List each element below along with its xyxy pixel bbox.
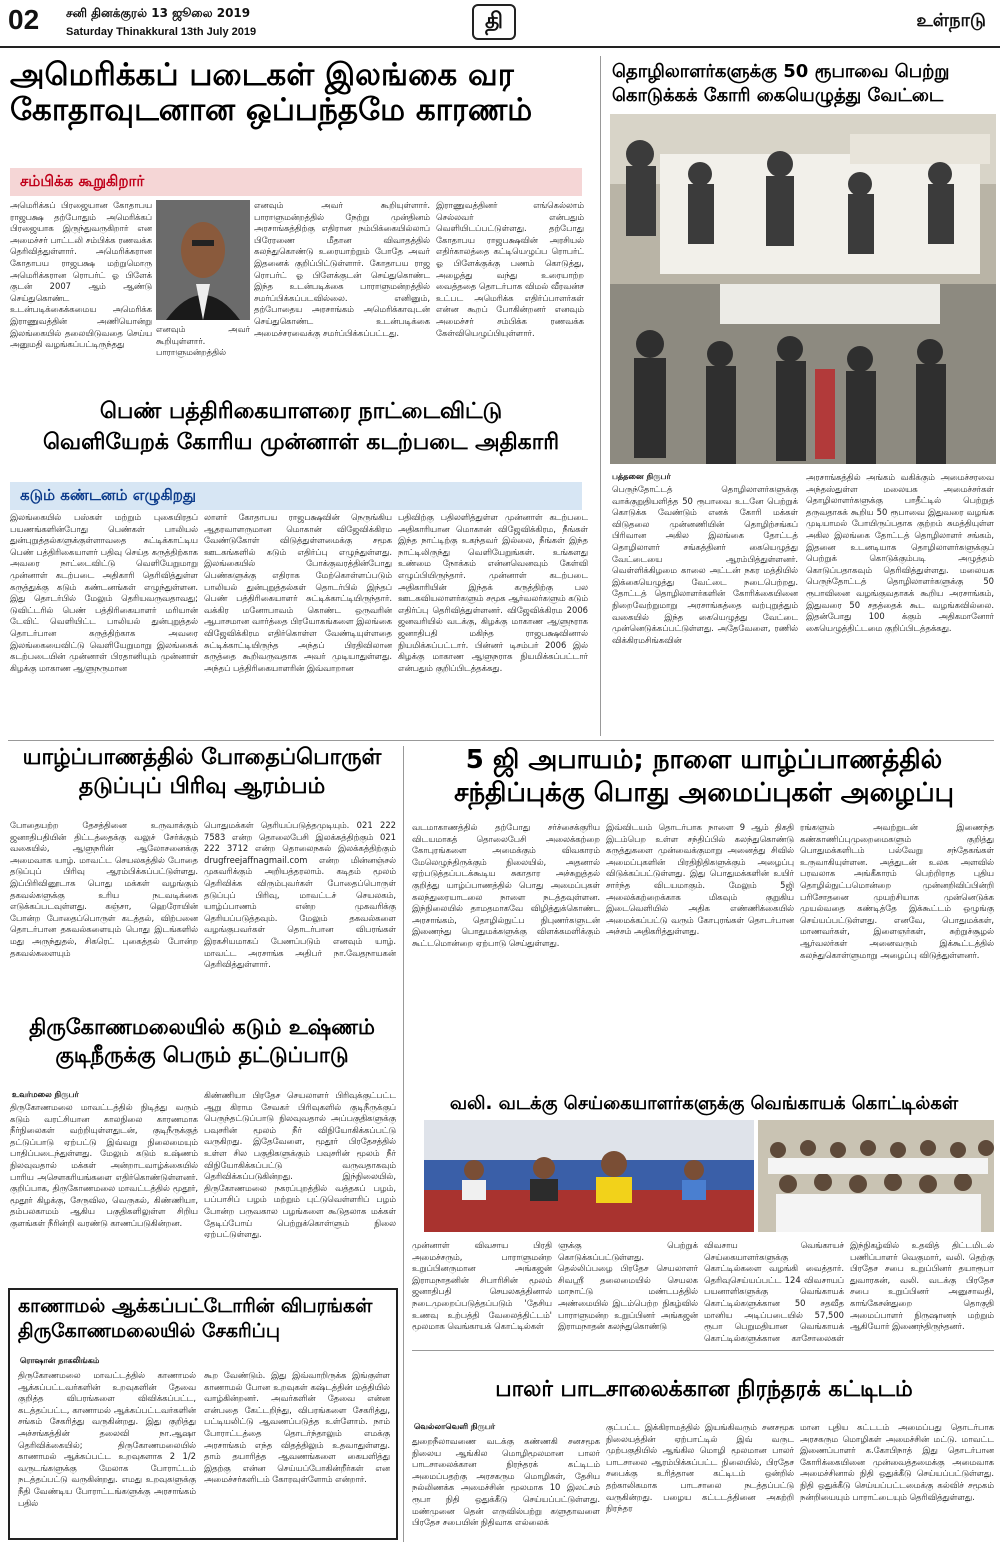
story8-headline [18,1296,390,1343]
story3-headline-line2: வெளியேறக் கோரிய முன்னாள் கடற்படை அதிகாரி [42,429,560,455]
press-conference-photo-icon [424,1120,754,1232]
story7-photo-right [758,1120,994,1232]
story4-headline [10,746,394,799]
story9-col3: மான புதிய கட்டடம் அமைப்பது தொடர்பாக அரசகரும மொழிகள் அமைச்சின் மட்டு. மாவட்ட இணைப்பாளர் க.கோபிநாத் இது தொடர்பான கோரிக்கையினை முன்வைத்தமைக்கு அமைவாக அமைச்சினால் நிதி ஒதுக்கீடு செய்யப்பட்டுள்ளது. நிதி ஒதுக்கீடு செய்யப்பட்டமைக்கு கல்விச் சமூகம் நன்றியையும் பாராட்டையும் தெரிவித்துள்ளது. [800,1422,994,1502]
story3-col2: லாளர் கோதாபய ராஜபக்ஷவின் நெருங்கிய ஆதரவாளருமான மொகான் விஜேவிக்கிரம வேண்டுகோள் விடுத்துள்ளமைக்கு சமூக ஊடகங்களில் கடும் எதிர்ப்பு எழுந்துள்ளது. இலங்கையில் போக்குவரத்தின்போது பெண்களுக்கு எதிராக மேற்கொள்ளப்படும் பாலியல் துன்புறுத்தல்கள் தொடர்பில் இந்தப் பெண் பத்திரிகையாளர் சுட்டிக்காட்டியிருந்தார். வக்கிர மனோபாவம் கொண்ட ஒருவரின் ஆபாசமான வார்த்தை பிரயோகங்களை இலங்கை விஜேவிக்கிரம எதிர்கொள்ள வேண்டியுள்ளதை சுட்டிக்காட்டியிருந்த அந்தப் பிரதிவிலான கருத்தை கூறிவருவதாக அவர் முடியாதுள்ளது. அந்தப் பத்திரிகையாளரின் இவ்வாறான [204,512,392,673]
story2-byline: பத்தனை நிருபர் [612,472,671,481]
page-number: 02 [8,4,40,35]
story4-headline-line1: யாழ்ப்பாணத்தில் போதைப்பொருள் [22,745,382,770]
story2-col1: பெருந்தோட்டத் தொழிலாளர்களுக்கு வாக்குறுதியளித்த 50 ரூபாவை உடனே பெற்றுக் கொடுக்க வேண்டும் எனக் கோரி மக்கள் விடுதலை முன்னணியின் தொழிற்சங்கப் பிரிவான அகில இலங்கை தோட்டத் தொழிலாளர் சங்கத்தினர் கையெழுத்து வேட்டையை ஆரம்பித்துள்ளனர். வெள்ளிக்கிழமை காலை அட்டன் நகர மத்தியில் இக்கையெழுத்து வேட்டை நடைபெற்றது. தோட்டத் தொழிலாளர்களின் கோரிக்கையினை நிறைவேற்றுமாறு அரசாங்கத்தை வற்புறுத்தும் வகையில் இந்த கையெழுத்து வேட்டை முன்னெடுக்கப்பட்டுள்ளது. அதேவேளை, ரணில் விக்கிரமசிங்கவின் [612,484,798,645]
story5-col3: ரங்களும் அவற்றுடன் இணைந்த கண்காணிப்புமுறைமைகளும் குறித்து பொதுமக்களிடம் பல்வேறு சந்தேகங்கள் உருவாகியுள்ளன. அத்துடன் உலக அளவில் பரவலாக அங்கீகாரம் பெற்றிராத புதிய தொழில்நுட்பமொன்றை முன்னறிவிப்பின்றி பரிசோதனை முயற்சியாக முன்னெடுக்க முயல்வதை கண்டித்தே இக்கூட்டம் ஒழுங்கு செய்யப்பட்டுள்ளது. எனவே, பொதுமக்கள், மாணவர்கள், இளைஞர்கள், சுற்றுச்சூழல் ஆர்வலர்கள் அனைவரும் இக்கூட்டத்தில் கலந்துகொள்ளுமாறு அழைப்பு விடுத்துள்ளனர். [800,822,994,960]
story9-col1: துறைநீலாவணை வடக்கு கண்ணகி சனசமூக நிலைய ஆங்கில மொழிமூலமான பாலர் பாடசாலைக்கான நிரந்தரக் கட்டிடம் அமைப்பதற்கு அரசகரும மொழிகள், தேசிய நல்லிணக்க அமைச்சின் மூலமாக 10 இலட்சம் ரூபா நிதி ஒதுக்கீடு செய்யப்பட்டுள்ளது. மண்முனை தென் எருவில்பற்று களுதாவளை பிரதேச சபையின் நிதிவாக எல்லைக் [412,1436,600,1528]
story2-photo [610,114,996,464]
story4-headline-line2: தடுப்புப் பிரிவு ஆரம்பம் [78,773,326,799]
story7-photo-left [424,1120,754,1232]
story7-headline: வலி. வடக்கு செய்கையாளர்களுக்கு வெங்காயக் கொட்டில்கள் [449,1093,959,1114]
signature-campaign-photo-icon [610,114,996,464]
story5-col2: இவ்விடயம் தொடர்பாக நாளை 9 ஆம் திகதி இடம்பெற உள்ள சந்திப்பில் கலந்துகொண்டு கருத்துகளை முன்வைக்குமாறு அனைத்து சிவில் அமைப்புகளின் பிரதிநிதிகளுக்கும் அழைப்பு விடுக்கப்பட்டுள்ளது. இது பொதுமக்களின் உயிர் சார்ந்த விடயமாகும். மேலும் 5ஜி அலைக்கற்றைக்காக மிகவும் குறுகிய இடைவெளியில் அதிக எண்ணிக்கையில் அமைக்கப்பட்டு வரும் கோபுரங்கள் தொடர்பான அச்சம் அதிகரித்துள்ளது. [606,822,794,937]
date-english: Saturday Thinakkural 13th July 2019 [66,26,257,38]
story2-col2: அரசாங்கத்தில் அங்கம் வகிக்கும் அமைச்சரவை அந்தஸ்துள்ள மலையக அமைச்சர்கள் தொழிலாளர்களுக்கு பாதீட்டில் பெற்றுத் தருவதாகக் கூறிய 50 ரூபாவை இதுவரை வழங்க முடியாமல் போயிருப்பதாக குற்றம் சுமத்தியுள்ள அகில இலங்கை தோட்டத் தொழிலாளர் சங்கம், இதனை உடனடியாக தொழிலாளர்களுக்குப் பெற்றுக் கொடுக்கும்படி அழுத்தம் கொடுப்பதாகவும் தெரிவித்துள்ளது. மலையக பெருந்தோட்டத் தொழிலாளர்களுக்கு 50 ரூபாவினை வழங்குவதாகக் கூறிய அரசாங்கம், இதுவரை 50 சதத்தைக் கூட வழங்கவில்லை. இதன்போது 100 க்கும் அதிகமானோர் கையெழுத்திட்டமை குறிப்பிடத்தக்கது. [806,472,994,633]
story9-col2: குட்பட்ட இக்கிராமத்தில் இயங்கிவரும் சனசமூக நிலையத்தின் ஏற்பாட்டில் இவ் வருட முற்பகுதியில் ஆங்கில மொழி மூலமான பாலர் பாடசாலை ஆரம்பிக்கப்பட்ட நிலையில், பிரதேச சபைக்கு உரித்தான கட்டிடம் ஒன்றில் தற்காலிகமாக பாடசாலை நடத்தப்பட்டு வருகின்றது. பழைய கட்டடத்தினை அகற்றி நிரந்தர [606,1422,794,1514]
date-tamil: சனி தினக்குரல் 13 ஜூலை 2019 [66,6,251,20]
story6-col2: கிண்ணியா பிரதேச செயலாளர் பிரிவுக்குட்பட்ட ஆறு கிராம சேவகர் பிரிவுகளில் குடிநீருக்குப் பெருந்தட்டுப்பாடு நிலவுவதால் அப்பகுதிகளுக்கு பவுசரின் மூலம் நீர் விநியோகிக்கப்பட்டு வருகிறது. இதேவேளை, மூதூர் பிரதேசத்தில் உள்ள சில பகுதிகளுக்கும் பவுசரின் மூலம் நீர் விநியோகிக்கப்பட்டு வருவதாகவும் தெரிவிக்கப்படுகின்றது. இந்நிலையில், திருகோணமலை நகரப்புறத்தில் வத்தகப் பழம், பப்பாசிப் பழம் மற்றும் புட்டுவெள்ளரிப் பழம் போன்ற பருவகால பழங்களை கூடுதலாக மக்கள் தேடிப்போய் பெற்றுக்கொள்ளும் நிலை ஏற்பட்டுள்ளது. [204,1090,396,1240]
story8-col2: கூற வேண்டும். இது இவ்வாறிருக்க இங்குள்ள காணாமல் போன உறவுகள் கஷ்டத்தின் மத்தியில் வாழ்கின்றனர். அவர்களின் தேவை என்ன என்பதை கேட்டறிந்து, விபரங்களை சேகரித்து, பட்டியலிட்டு ஆவணப்படுத்த உள்ளோம். நாம் போராட்டத்தை தொடர்ந்தாலும் எமக்கு அரசாங்கம் எந்த விதத்திலும் உதவாதுள்ளது. தாம் தயாரித்த ஆவணங்களை கையளித்து இதற்கு என்ன செய்யப்போகின்றீர்கள் என அமைச்சர்களிடம் கோரவுள்ளோம் என்றார். [204,1370,390,1485]
story1-col1: அமெரிக்கப் பிரஜையான கோதாபய ராஜபக்ஷ தற்போதும் அமெரிக்கப் பிரஜையாக இருந்துவருகிறார் என அமைச்சர் பாட்டலி சம்பிக்க ரணவக்க தெரிவித்துள்ளார். அமெரிக்கரான கோதாபய ராஜபக்ஷ மற்றுமொரு அமெரிக்கரான ரொபர்ட் ஓ பிளேக் குடன் 2007 ஆம் ஆண்டு செய்துகொண்ட உடன்படிக்கைக்கமைய அமெரிக்க இராணுவத்தின் அணியொன்று இலங்கையில் தலையிடுவதை செய்ய அனுமதி வழங்கப்பட்டிருந்தது [10,200,152,350]
column-divider [600,56,601,736]
story1-headline-line2: கோதாவுடனான ஒப்பந்தமே காரணம் [10,91,533,128]
story6-byline: உவர்மலை நிருபர் [12,1090,79,1099]
section-divider [412,1350,994,1351]
story1-photo [156,200,250,320]
story2-headline-line2: கொடுக்கக் கோரி கையெழுத்து வேட்டை [612,85,944,107]
story9-headline: பாலர் பாடசாலைக்கான நிரந்தரக் கட்டிடம் [495,1377,913,1402]
audience-photo-icon [758,1120,994,1232]
story1-col2: எனவும் அவர் கூறியுள்ளார். பாராளுமன்றத்தில் [156,324,250,358]
story6-headline [10,1016,394,1067]
story3-col3: பதிவிற்கு பதிலளித்துள்ள முன்னாள் கடற்படை அதிகாரியான மொகான் விஜேவிக்கிரம, நீங்கள் இந்த நாட்டிற்கு உகந்தவர் இல்லை, நீங்கள் இந்த நாட்டிலிருந்து வெளியேறுங்கள். உங்களது உண்மை நோக்கம் என்னவெனவும் கேள்வி எழுப்பியிருந்தார். முன்னாள் கடற்படை அதிகாரியின் இந்தக் கருத்திற்கு பல ஊடகவியலாளர்களும் சமூக ஆர்வலர்களும் கடும் எதிர்ப்பு தெரிவித்துள்ளனர். விஜேவிக்கிரம 2006 ஜனவரியில் வடக்கு, கிழக்கு மாகாண ஆளுநராக ஜனாதிபதி மகிந்த ராஜபக்ஷவினால் நியமிக்கப்பட்டார். பின்னர் டிசம்பர் 2006 இல் கிழக்கு மாகாண ஆளுநராக நியமிக்கப்பட்டார் என்பதும் குறிப்பிடத்தக்கது. [398,512,588,673]
story1-headline [10,58,590,127]
story7-col4: இந்நிகழ்வில் உதவித் திட்டமிடல் பணிப்பாளர் வெகுமார், வலி. தெற்கு பிரதேச சபை உறுப்பினர் தயாரூபா துவாரகன், வலி. வடக்கு பிரதேச சபை உறுப்பினர் அனுசாவதி, காங்கேசன்துறை தொகுதி அமைப்பாளர் நிருஷானந் மற்றும் ஆகியோர் இணைந்திருந்தனர். [850,1240,994,1332]
story5-headline [412,746,996,808]
story5-headline-line2: சந்திப்புக்கு பொது அமைப்புகள் அழைப்பு [454,778,954,809]
story6-headline-line2: குடிநீருக்கு பெரும் தட்டுப்பாடு [55,1042,349,1067]
story8-headline-line1: காணாமல் ஆக்கப்பட்டோரின் விபரங்கள் [18,1295,373,1317]
story4-col1: போதையற்ற தேசத்தினை உருவாக்கும் ஜனாதிபதியின் திட்டத்தைக்கு வலுச் சேர்க்கும் வகையில், ஆளுநரின் ஆலோசனைக்கு அமைவாக யாழ். மாவட்ட செயலகத்தில் போதை தடுப்புப் பிரிவு ஆரம்பிக்கப்பட்டுள்ளது. இப்பிரிவினூடாக பொது மக்கள் வழங்கும் தகவல்களுக்கு உரிய நடவடிக்கை எடுக்கப்படவுள்ளது. கஞ்சா, ஹெரோயின் போன்ற போதைப்பொருள் கடத்தல், விற்பனை தொடர்பான தகவல்களையும் பொது இடங்களில் மது அருந்துதல், சிகரெட் புகைத்தல் போன்ற தகவல்களையும் [10,820,198,958]
story8-headline-line2: திருகோணமலையில் சேகரிப்பு [18,1320,280,1343]
story3-headline [14,400,588,455]
story7-col3: விவசாய வெங்காயச் செய்கையாளர்களுக்கு கொட்டில்களை வழங்கி வைத்தார். தெரிவுசெய்யப்பட்ட 124 விவசாயப் பயனாளிகளுக்கு வெங்காயக் கொட்டில்களுக்கான 50 சதவீத மானிய அடிப்படையில் 57,500 ரூபா பெறுமதியான வெங்காயக் கொட்டில்களுக்கான காசோலைகள் [704,1240,844,1343]
story8-col1: திருகோணமலை மாவட்டத்தில் காணாமல் ஆக்கப்பட்டவர்களின் உறவுகளின் தேவை குறித்த விபரங்களை விவிக்கப்பட்ட, கடத்தப்பட்ட, காணாமல் ஆக்கப்பட்டவர்களின் சங்கம் சேகரித்து வருகின்றது. இது குறித்து அச்சங்கத்தின் தலைவி நா.ஆஷா தெரிவிக்கையில்; திருகோணமலையில் காணாமல் ஆக்கப்பட்ட உறவுகளாக 2 1/2 வருடங்களுக்கு மேலாக போராட்டம் நடத்தப்பட்டு வருகின்றது. எமது உறவுகளுக்கு நீதி வேண்டிய போராட்டங்களுக்கு அரசாங்கம் பதில் [18,1370,196,1508]
story9-byline: வெல்லாவெளி நிருபர் [414,1422,496,1431]
column-divider [403,746,404,1542]
story1-headline-line1: அமெரிக்கப் படைகள் இலங்கை வர [10,57,514,93]
story6-headline-line1: திருகோணமலையில் கடும் உஷ்ணம் [29,1015,375,1039]
story5-headline-line1: 5 ஜி அபாயம்; நாளை யாழ்ப்பாணத்தில் [465,745,943,775]
newspaper-logo-icon: தி [472,4,516,40]
story2-headline-line1: தொழிலாளர்களுக்கு 50 ரூபாவை பெற்று [612,61,950,82]
story1-col3: இராணுவத்தினர் எங்கெல்லாம் செல்லவர் என்பதும் வெளியிடப்பட்டுள்ளது. தற்போது கோதாபய ராஜபக்ஷவின் அரசியல் எதிர்காலத்தை கட்டியெழுப்ப ரொபர்ட் ஓ பிளேக்குக்கு பணம் கொடுத்து, அழைத்து வந்து உரையாற்ற வைத்ததை தொடர்பாக விமல் வீரவன்ச உட்பட அமெரிக்க எதிர்ப்பாளர்கள் என்ன கூறப் போகின்றனர் எனவும் அமைச்சர் சம்பிக்க ரணவக்க கேள்வியெழுப்பியுள்ளார். [436,200,584,338]
story7-col1: முன்னாள் விவசாய பிரதி அமைச்சரும், பாராளுமன்ற உறுப்பினருமான அங்கஜன் இராமநாதனின் சிபாரிசின் மூலம் ஜனாதிபதி செயலகத்தினால் நடைமுறைப்படுத்தப்படும் 'தேசிய உணவு உற்பத்தி வேலைத்திட்டம்' மூலமாக வெங்காயக் கொட்டில்கள் [412,1240,552,1332]
story8-byline: ரொஷான் நாகலிங்கம் [20,1356,100,1365]
story2-headline [612,62,994,106]
story8-box [8,1288,398,1540]
story3-col1: இலங்கையில் பஸ்கள் மற்றும் புகையிரதப் பயணங்களின்போது பெண்கள் பாலியல் துன்புறுத்தல்களுக்குள்ளாவதை சுட்டிக்காட்டிய பெண் பத்திரிகையாளர் பதிவு செய்த கருத்திற்காக அவரை நாட்டைவிட்டு வெளியேறுமாறு முன்னாள் கடற்படை அதிகாரி தெரிவித்துள்ள கருத்துக்கு கடும் கண்டனங்கள் எழுந்துள்ளன. இது தொடர்பில் மேலும் தெரியவருவதாவது; டுவிட்டரில் பெண் பத்திரிகையாளர் மரியான் டேவிட் வெளியிட்ட பாலியல் துன்புறுத்தல் தொடர்பான கருத்திற்காக அவரை இலங்கையைவிட்டு வெளியேறுமாறு இலங்கைக் கடற்படையின் முன்னாள் பிரதானியும் முன்னாள் கிழக்கு மாகாண ஆளுநருமான [10,512,198,673]
story7-col2: ளுக்கு பெற்றுக் கொடுக்கப்பட்டுள்ளது. தெல்லிப்பழை பிரதேச செயலாளர் சிவஸ்ரீ தலைமையில் செயலக மாநாட்டு மண்டபத்தில் அண்மையில் இடம்பெற்ற நிகழ்வில் பாராளுமன்ற உறுப்பினர் அங்கஜன் இராமநாதன் கலந்துகொண்டு [558,1240,698,1332]
story1-col2b: எனவும் அவர் கூறியுள்ளார். பாராளுமன்றத்தில் நேற்று முன்தினம் அரசாங்கத்திற்கு எதிரான நம்பிக்கையில்லாப் பிரேரணை மீதான விவாதத்தில் கலந்துகொண்டு உரையாற்றும் போதே அவர் இதனைக் குறிப்பிட்டுள்ளார். கோதாபய ராஜ ரொபர்ட் ஓ பிளேக்குடன் செய்துகொண்ட இந்த உடன்படிக்கை பாராளுமன்றத்தில் சமர்ப்பிக்கப்படவில்லை. எனினும், தற்போதைய அரசாங்கம் அமெரிக்காவுடன் செய்துகொண்ட உடன்படிக்கை அமைச்சரவைக்கு சமர்ப்பிக்கப்பட்டது. [254,200,430,338]
story3-headline-line1: பெண் பத்திரிகையாளரை நாட்டைவிட்டு [99,399,503,424]
masthead [0,0,1000,48]
section-divider [8,740,994,741]
section-label: உள்நாடு [916,10,986,31]
story6-col1: திருகோணமலை மாவட்டத்தில் நிடித்து வரும் கடும் வரட்சியான காலநிலை காரணமாக நீர்நிலைகள் வற்றியுள்ளதுடன், குடிநீருக்குத் தட்டுப்பாடு ஏற்பட்டு இவ்வறு நிலைமையும் பாதிப்படைந்துள்ளது. மேலும் கடும் உஷ்ணம் நிலவுவதால் மக்கள் அன்றாடவாழ்க்கையில் பாரிய அசௌகரியங்களை எதிர்கொண்டுள்ளனர். குறிப்பாக, திருகோணமலை மாவட்டத்தில் மூதூர், மூதூர் கிழக்கு, சேருவில, வெருகல், கிண்ணியா, தம்பலகாமம் ஆகிய பகுதிகளிலுள்ள சிறிய குளங்கள் நீரின்றி வரண்டு காணப்படுகின்றன. [10,1102,198,1228]
story1-subhead: சம்பிக்க கூறுகிறார் [10,168,582,196]
story3-subhead: கடும் கண்டனம் எழுகிறது [10,482,582,510]
portrait-photo-icon [156,200,250,320]
story5-col1: வடமாகாணத்தில் தற்போது சர்ச்சைக்குரிய விடயமாகத் தொலைபேசி அலைக்கற்றை கோபுரங்களை அமைக்கும் விவகாரம் மேலெழுந்திருக்கும் நிலையில், அதனால் ஏற்படுத்தப்படக்கூடிய சுகாதார அச்சுறுத்தல் குறித்து யாழ்ப்பாணத்தில் பொது அமைப்புகள் கலந்துரையாடலை நாளை நடத்தவுள்ளன. இந்நிலையில் தாமதமாகவே விழித்துக்கொண்ட அரசாங்கம், தொழில்நுட்ப நிபுணர்களுடன் இணைந்து பொதுமக்களுக்கு விளக்கமளிக்கும் கூட்டமொன்றை ஏற்பாடு செய்துள்ளது. [412,822,600,948]
story4-col2: பொதுமக்கள் தெரியப்படுத்தமுடியும். 021 222 7583 என்ற தொலைபேசி இலக்கத்திற்கும் 021 222 3712 என்ற தொலைநகல் இலக்கத்திற்கும் drugfreejaffnagmail.com என்ற மின்னஞ்சல் முகவரிக்கும் அறியத்தரலாம். கடிதம் மூலம் தெரிவிக்க விரும்புவர்கள் போதைப்பொருள் தடுப்புப் பிரிவு, மாவட்டச் செயலகம், யாழ்ப்பாணம் என்ற முகவரிக்கு தெரியப்படுத்தவும். மேலும் தகவல்களை வழங்குபவர்கள் தொடர்பான விபரங்கள் இரகசியமாகப் பேணப்படும் எனவும் யாழ். மாவட்ட அரசாங்க அதிபர் நா.வேதநாயகன் தெரிவித்துள்ளார். [204,820,396,970]
